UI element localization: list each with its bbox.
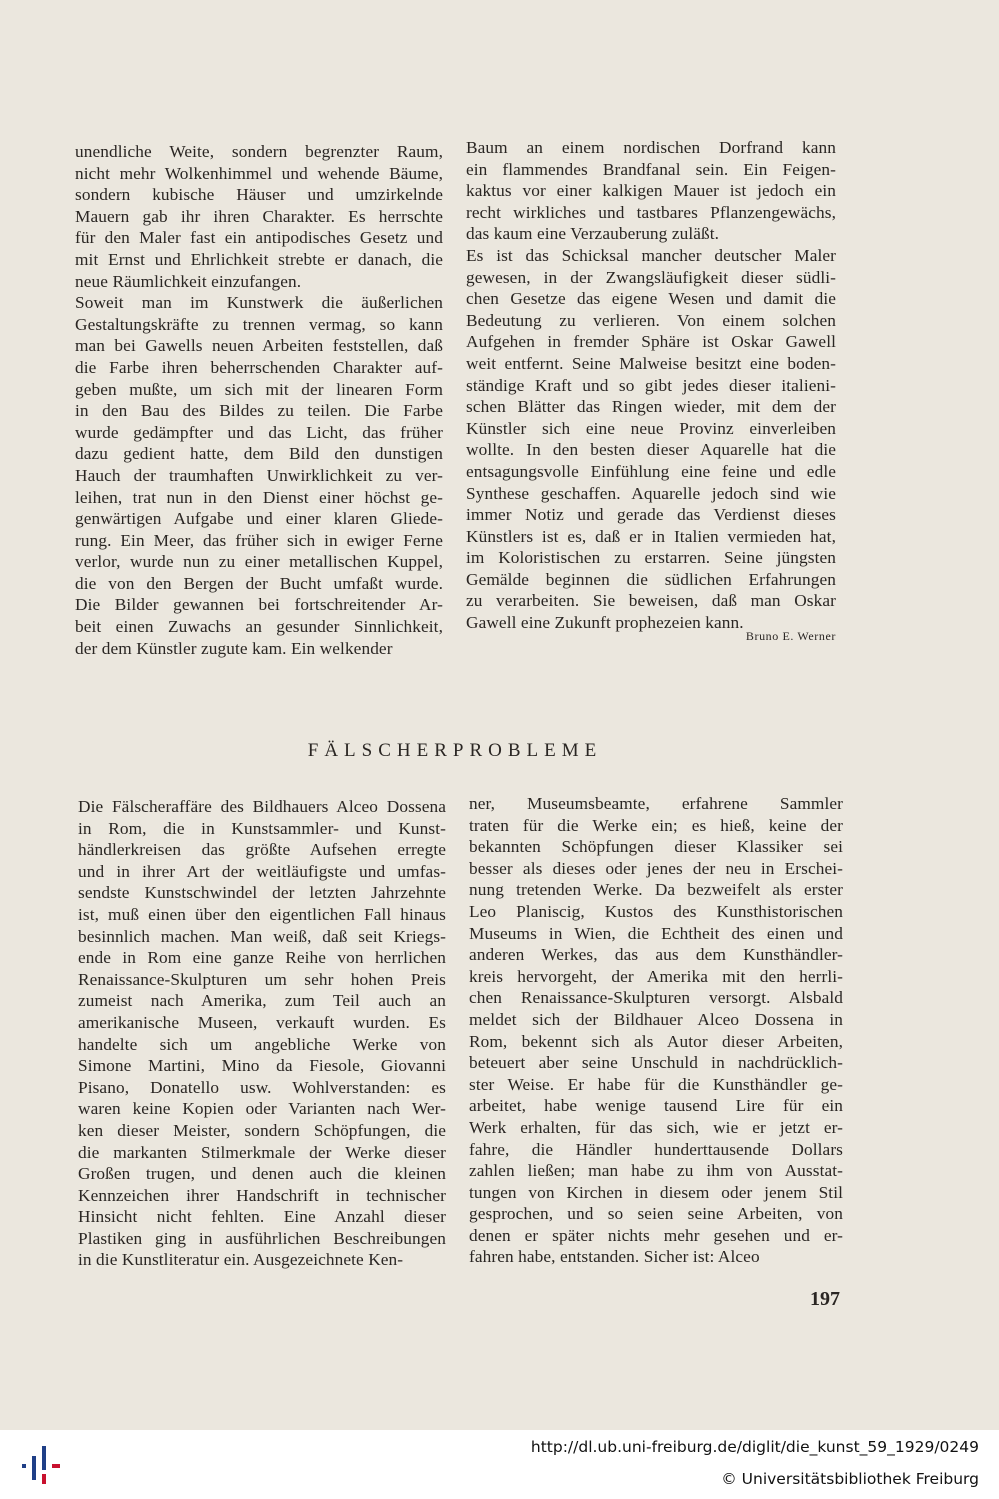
text-line: Aufgehen in fremder Sphäre ist Oskar Gawell bbox=[466, 332, 836, 352]
text-line: sendste Kunstschwindel der letzten Jahrzehnte bbox=[78, 883, 446, 903]
text-line: Plastiken ging in ausführlichen Beschreibungen bbox=[78, 1228, 446, 1248]
text-line: verlor, wurde nun zu einer metallischen Kuppel, bbox=[75, 552, 443, 572]
library-footer bbox=[0, 1430, 999, 1499]
text-line: rung. Ein Meer, das früher sich in ewiger Ferne bbox=[75, 530, 443, 550]
text-line: waren keine Kopien oder Varianten nach Wer- bbox=[78, 1099, 446, 1119]
text-line: sondern kubische Häuser und umzirkelnde bbox=[75, 185, 443, 205]
text-line: entsagungsvolle Einfühlung eine feine und edle bbox=[466, 461, 836, 481]
text-line: Soweit man im Kunstwerk die äußerlichen bbox=[75, 293, 443, 313]
text-line: Gestaltungskräfte zu trennen vermag, so kann bbox=[75, 314, 443, 334]
text-line: Renaissance-Skulpturen um sehr hohen Preis bbox=[78, 969, 446, 989]
text-line: handelte sich um angebliche Werke von bbox=[78, 1034, 446, 1054]
text-line: händlerkreisen das größte Aufsehen erregte bbox=[78, 840, 446, 860]
text-line: schen Blätter das Ringen wieder, mit dem der bbox=[466, 397, 836, 417]
text-line: Großen trugen, und denen auch die kleinen bbox=[78, 1164, 446, 1184]
text-line: für den Maler fast ein antipodisches Gesetz und bbox=[75, 228, 443, 248]
text-line: ständige Kraft und so gibt jedes dieser italieni- bbox=[466, 375, 836, 395]
text-line: ist, muß einen über den eigentlichen Fall hinaus bbox=[78, 904, 446, 924]
text-line: Gemälde beginnen die südlichen Erfahrungen bbox=[466, 569, 836, 589]
text-line: recht wirkliches und tastbares Pflanzengewächs, bbox=[466, 202, 836, 222]
text-line: die von den Bergen der Bucht umfaßt wurde. bbox=[75, 573, 443, 593]
text-line: der dem Künstler zugute kam. Ein welkender bbox=[75, 638, 393, 658]
article-bottom-right-column bbox=[469, 793, 843, 1268]
text-line: das kaum eine Verzauberung zuläßt. bbox=[466, 224, 720, 244]
text-line: immer Notiz und gerade das Verdienst dieses bbox=[466, 505, 836, 525]
text-line: unendliche Weite, sondern begrenzter Raum, bbox=[75, 142, 443, 161]
text-line: ster Weise. Er habe für die Kunsthändler ge- bbox=[469, 1074, 843, 1094]
ub-freiburg-logo-icon bbox=[18, 1442, 64, 1488]
text-line: Museums in Wien, die Echtheit des einen und bbox=[469, 923, 843, 943]
text-line: Simone Martini, Mino da Fiesole, Giovanni bbox=[78, 1056, 446, 1076]
text-line: weit entfernt. Seine Malweise besitzt eine boden- bbox=[466, 353, 836, 373]
text-line: kreis hervorgeht, der Amerika mit den herrli- bbox=[469, 966, 843, 986]
text-line: chen Gesetze das eigene Wesen und damit die bbox=[466, 289, 836, 309]
section-title: FÄLSCHERPROBLEME bbox=[307, 740, 603, 761]
article-top-right-column bbox=[466, 137, 836, 634]
text-line: besinnlich machen. Man weiß, daß seit Kriegs- bbox=[78, 926, 446, 946]
text-line: wurde gedämpfter und das Licht, das früher bbox=[75, 422, 443, 442]
text-line: amerikanische Museen, verkauft wurden. Es bbox=[78, 1012, 446, 1032]
text-line: Mauern gab ihr ihren Charakter. Es herrschte bbox=[75, 206, 443, 226]
text-line: ein flammendes Brandfanal sein. Ein Feigen- bbox=[466, 159, 836, 179]
text-line: arbeitet, habe wenige tausend Lire für ein bbox=[469, 1096, 843, 1116]
article-top-left-column bbox=[75, 141, 443, 659]
text-line: in den Bau des Bildes zu teilen. Die Farbe bbox=[75, 401, 443, 421]
text-line: ner, Museumsbeamte, erfahrene Sammler bbox=[469, 794, 843, 813]
text-line: Hauch der traumhaften Unwirklichkeit zu ver- bbox=[75, 465, 443, 485]
text-line: nicht mehr Wolkenhimmel und wehende Bäume, bbox=[75, 163, 443, 183]
text-line: dazu gedient hatte, dem Bild den dunstigen bbox=[75, 444, 443, 464]
article-bottom-left-column bbox=[78, 796, 446, 1271]
text-line: Werk erhalten, für das sich, wie er jetzt er- bbox=[469, 1117, 843, 1137]
text-line: Baum an einem nordischen Dorfrand kann bbox=[466, 138, 836, 157]
text-line: zu verarbeiten. Sie beweisen, daß man Oskar bbox=[466, 591, 836, 611]
author-signature: Bruno E. Werner bbox=[745, 629, 836, 643]
text-line: Die Bilder gewannen bei fortschreitender Ar- bbox=[75, 595, 443, 615]
text-line: man bei Gawells neuen Arbeiten feststellen, daß bbox=[75, 336, 443, 356]
text-line: geben mußte, um sich mit der linearen Form bbox=[75, 379, 443, 399]
text-line: bekannten Schöpfungen dieser Klassiker sei bbox=[469, 837, 843, 857]
text-line: beteuert aber seine Unschuld in nachdrücklich- bbox=[469, 1053, 843, 1073]
text-line: chen Renaissance-Skulpturen versorgt. Alsbald bbox=[469, 988, 843, 1008]
text-line: traten für die Werke ein; es hieß, keine der bbox=[469, 815, 843, 835]
text-line: in Rom, die in Kunstsammler- und Kunst- bbox=[78, 818, 446, 838]
text-line: Hinsicht nicht fehlten. Eine Anzahl dieser bbox=[78, 1207, 446, 1227]
text-line: gesprochen, und so seien seine Arbeiten, von bbox=[469, 1204, 843, 1224]
text-line: Künstlers ist es, daß er in Italien vermieden hat, bbox=[466, 526, 836, 546]
text-line: in die Kunstliteratur ein. Ausgezeichnete Ken- bbox=[78, 1250, 404, 1270]
text-line: zahlen ließen; man habe zu ihm von Ausstat- bbox=[469, 1161, 843, 1181]
text-line: Pisano, Donatello usw. Wohlverstanden: es bbox=[78, 1077, 446, 1097]
text-line: gewesen, in der Zwangsläufigkeit dieser südli- bbox=[466, 267, 836, 287]
text-line: nung tretenden Werke. Da bezweifelt als erster bbox=[469, 880, 843, 900]
text-line: ken dieser Meister, sondern Schöpfungen, die bbox=[78, 1120, 446, 1140]
text-line: Synthese geschaffen. Aquarelle jedoch sind wie bbox=[466, 483, 836, 503]
text-line: im Koloristischen zu erstarren. Seine jüngsten bbox=[466, 548, 836, 568]
text-line: beit einen Zuwachs an gesunder Sinnlichkeit, bbox=[75, 617, 443, 637]
text-line: die markanten Stilmerkmale der Werke dieser bbox=[78, 1142, 446, 1162]
text-line: besser als dieses oder jenes der neu in Erschei- bbox=[469, 858, 843, 878]
text-line: die Farbe ihren beherrschenden Charakter auf- bbox=[75, 357, 443, 377]
text-line: Künstler sich eine neue Provinz einverleiben bbox=[466, 418, 836, 438]
text-line: Kennzeichen ihrer Handschrift in technischer bbox=[78, 1185, 446, 1205]
text-line: fahren habe, entstanden. Sicher ist: Alceo bbox=[469, 1247, 760, 1267]
text-line: anderen Werkes, das aus dem Kunsthändler- bbox=[469, 945, 843, 965]
text-line: fahre, die Händler hunderttausende Dollars bbox=[469, 1139, 843, 1159]
text-line: genwärtigen Aufgabe und einer klaren Gliede- bbox=[75, 509, 443, 529]
page-number: 197 bbox=[810, 1288, 840, 1310]
text-line: kaktus vor einer kalkigen Mauer ist jedoch ein bbox=[466, 181, 836, 201]
text-line: Leo Planiscig, Kustos des Kunsthistorischen bbox=[469, 901, 843, 921]
text-line: neue Räumlichkeit einzufangen. bbox=[75, 271, 302, 291]
text-line: mit Ernst und Ehrlichkeit strebte er danach, die bbox=[75, 249, 443, 269]
text-line: Gawell eine Zukunft prophezeien kann. bbox=[466, 613, 744, 633]
text-line: und in ihrer Art der weitläufigste und umfas- bbox=[78, 861, 446, 881]
text-line: leihen, trat nun in den Dienst einer höchst ge- bbox=[75, 487, 443, 507]
text-line: Rom, bekennt sich als Autor dieser Arbeiten, bbox=[469, 1031, 843, 1051]
text-line: denen er später nichts mehr gesehen und er- bbox=[469, 1225, 843, 1245]
footer-copyright: © Universitätsbibliothek Freiburg bbox=[721, 1470, 979, 1488]
text-line: wollte. In den besten dieser Aquarelle hat die bbox=[466, 440, 836, 460]
text-line: meldet sich der Bildhauer Alceo Dossena in bbox=[469, 1009, 843, 1029]
text-line: Es ist das Schicksal mancher deutscher Maler bbox=[466, 245, 836, 265]
text-line: ende in Rom eine ganze Reihe von herrlichen bbox=[78, 948, 446, 968]
footer-url-link[interactable]: http://dl.ub.uni-freiburg.de/diglit/die_kunst_59_1929/0249 bbox=[530, 1438, 979, 1456]
text-line: Die Fälscheraffäre des Bildhauers Alceo Dossena bbox=[78, 797, 446, 816]
text-line: zumeist nach Amerika, zum Teil auch an bbox=[78, 991, 446, 1011]
text-line: tungen von Kirchen in diesem oder jenem Stil bbox=[469, 1182, 843, 1202]
text-line: Bedeutung zu verlieren. Von einem solchen bbox=[466, 310, 836, 330]
